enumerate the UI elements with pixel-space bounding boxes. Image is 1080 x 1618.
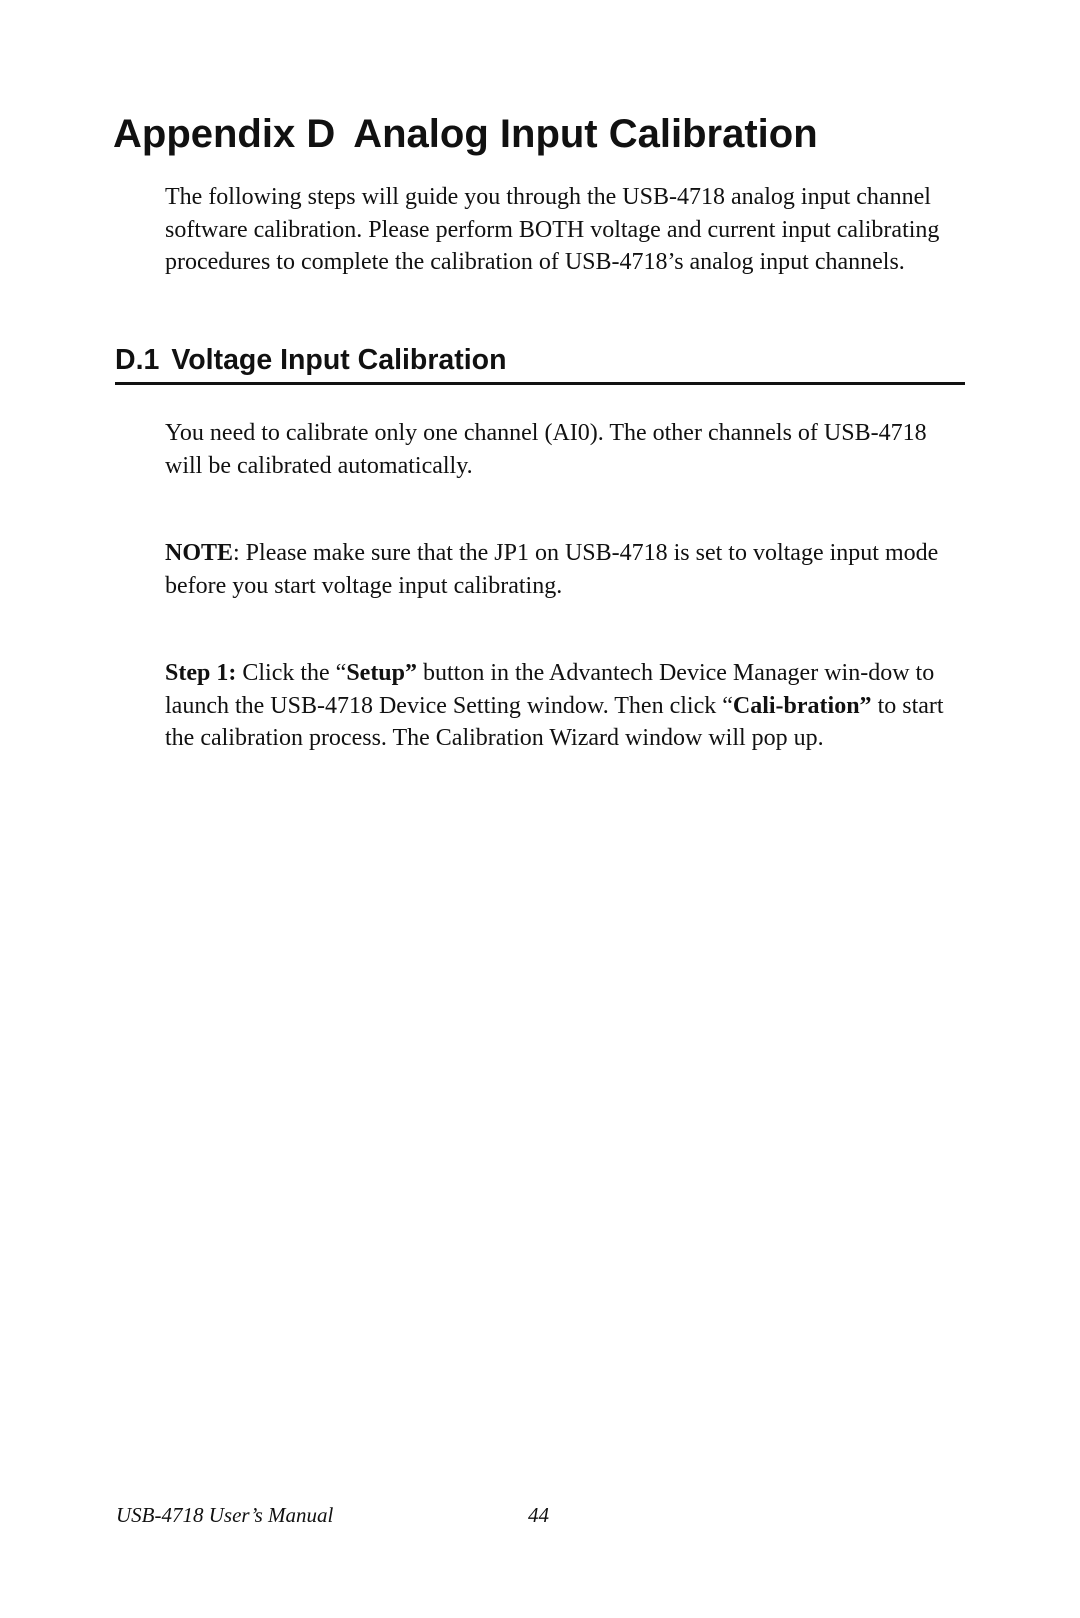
section-title: Voltage Input Calibration: [171, 344, 507, 376]
step-1-text-a: Click the “: [236, 660, 347, 686]
note-paragraph: [165, 537, 965, 602]
chapter-name: Analog Input Calibration: [353, 112, 818, 156]
footer-manual-title: USB-4718 User’s Manual: [116, 1503, 334, 1527]
step-1-setup-term: Setup”: [346, 660, 417, 686]
section-heading: [115, 341, 965, 385]
step-1-text-b: button in the Advantech Device Manager win-dow to launch the USB-4718 Device Setting window. Then click “: [165, 660, 935, 719]
note-text: : Please make sure that the JP1 on USB-4718 is set to voltage input mode before you start voltage input calibrating.: [165, 540, 939, 599]
chapter-label: Appendix D: [113, 112, 336, 156]
step-1-paragraph: [165, 657, 965, 755]
note-label: NOTE: [165, 540, 234, 566]
footer-page-number: 44: [528, 1503, 549, 1527]
intro-paragraph: The following steps will guide you through the USB-4718 analog input channel software calibration. Please perform BOTH voltage and current input calibrating procedures to complete the calibration of USB-4718’s analog input channels.: [165, 184, 940, 275]
step-1-label: Step 1:: [165, 660, 237, 686]
chapter-title: [113, 110, 818, 158]
section-number: D.1: [115, 344, 160, 376]
page-footer: [116, 1500, 616, 1530]
step-1-text-c: to start the calibration process. The Calibration Wizard window will pop up.: [165, 692, 944, 751]
step-1-calibration-term: Cali-bration”: [732, 692, 872, 719]
channel-paragraph: You need to calibrate only one channel (AI0). The other channels of USB-4718 will be calibrated automatically.: [165, 420, 927, 479]
